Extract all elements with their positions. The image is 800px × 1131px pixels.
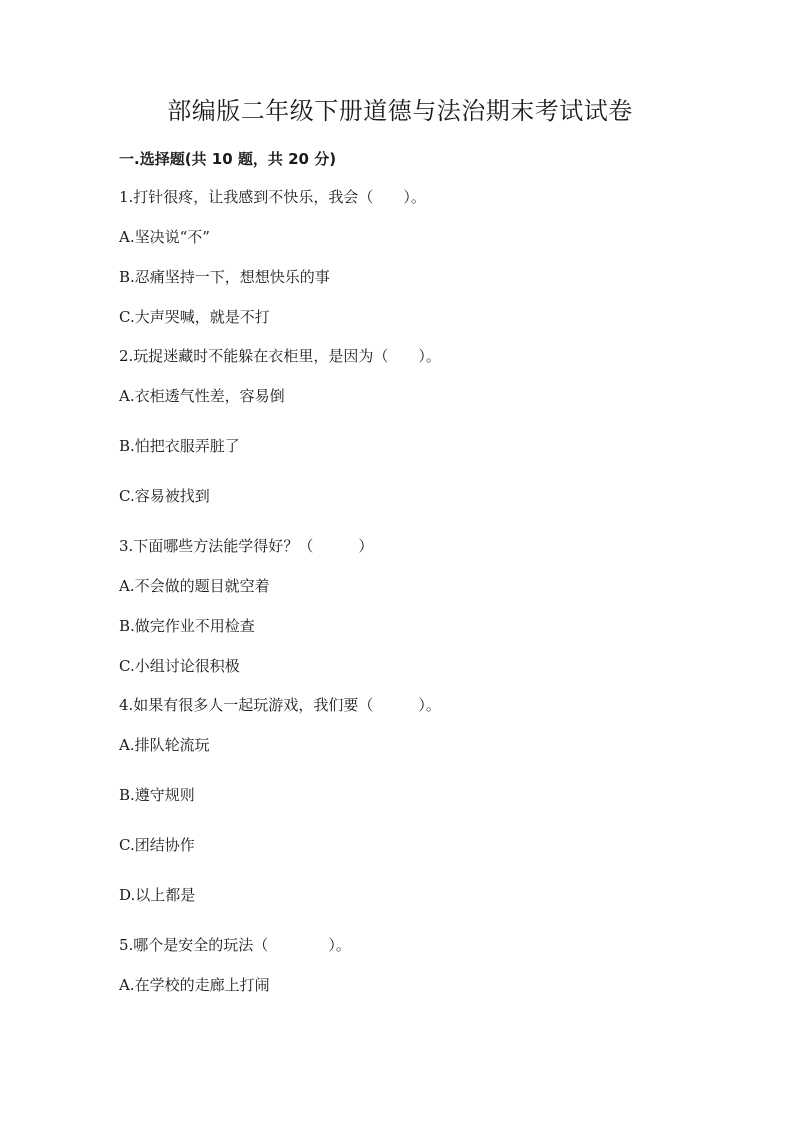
question-2-option-a: A.衣柜透气性差，容易倒 [119, 387, 285, 405]
question-1-option-c: C.大声哭喊，就是不打 [119, 308, 270, 326]
question-1-option-a: A.坚决说“不” [119, 228, 210, 246]
question-3-option-c: C.小组讨论很积极 [119, 657, 240, 675]
question-4-option-a: A.排队轮流玩 [119, 736, 210, 754]
question-3-option-a: A.不会做的题目就空着 [119, 577, 270, 595]
question-1-stem: 1.打针很疼，让我感到不快乐，我会（ ）。 [119, 188, 426, 206]
question-4-option-d: D.以上都是 [119, 886, 196, 904]
question-5-stem: 5.哪个是安全的玩法（ ）。 [119, 936, 351, 954]
question-4-option-b: B.遵守规则 [119, 786, 195, 804]
section-heading: 一.选择题(共 10 题，共 20 分) [119, 150, 337, 168]
question-5-option-a: A.在学校的走廊上打闹 [119, 976, 270, 994]
page-title: 部编版二年级下册道德与法治期末考试试卷 [167, 97, 633, 125]
question-2-stem: 2.玩捉迷藏时不能躲在衣柜里，是因为（ ）。 [119, 347, 441, 365]
question-1-option-b: B.忍痛坚持一下，想想快乐的事 [119, 268, 330, 286]
question-3-option-b: B.做完作业不用检查 [119, 617, 255, 635]
question-3-stem: 3.下面哪些方法能学得好？（ ） [119, 537, 374, 555]
question-4-stem: 4.如果有很多人一起玩游戏，我们要（ ）。 [119, 696, 441, 714]
question-2-option-b: B.怕把衣服弄脏了 [119, 437, 240, 455]
question-2-option-c: C.容易被找到 [119, 487, 210, 505]
question-4-option-c: C.团结协作 [119, 836, 195, 854]
